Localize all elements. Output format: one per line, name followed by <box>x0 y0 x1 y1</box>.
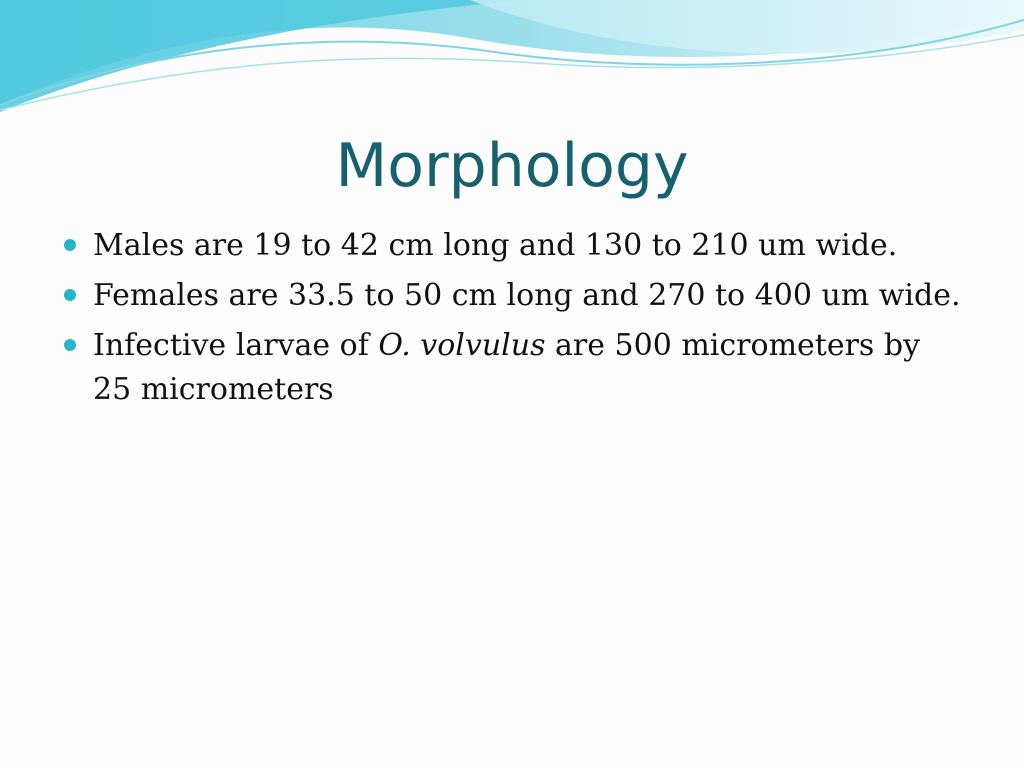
bullet-text: Males are 19 to 42 cm long and 130 to 210 um wide. <box>93 228 898 263</box>
bullet-text-after: are 500 micrometers by 25 micrometers <box>93 328 921 407</box>
bullet-dot-icon <box>64 289 76 301</box>
species-name: O. volvulus <box>378 328 546 363</box>
bullet-dot-icon <box>64 339 76 351</box>
bullet-list <box>62 224 962 418</box>
bullet-item-larvae <box>62 324 962 412</box>
bullet-text: Females are 33.5 to 50 cm long and 270 to 400 um wide. <box>93 278 961 313</box>
bullet-dot-icon <box>64 239 76 251</box>
bullet-text-before: Infective larvae of <box>93 328 379 363</box>
bullet-item-males <box>62 224 962 268</box>
bullet-item-females <box>62 274 962 318</box>
slide-title: Morphology <box>335 131 689 201</box>
header-wave-decoration <box>0 0 1024 130</box>
